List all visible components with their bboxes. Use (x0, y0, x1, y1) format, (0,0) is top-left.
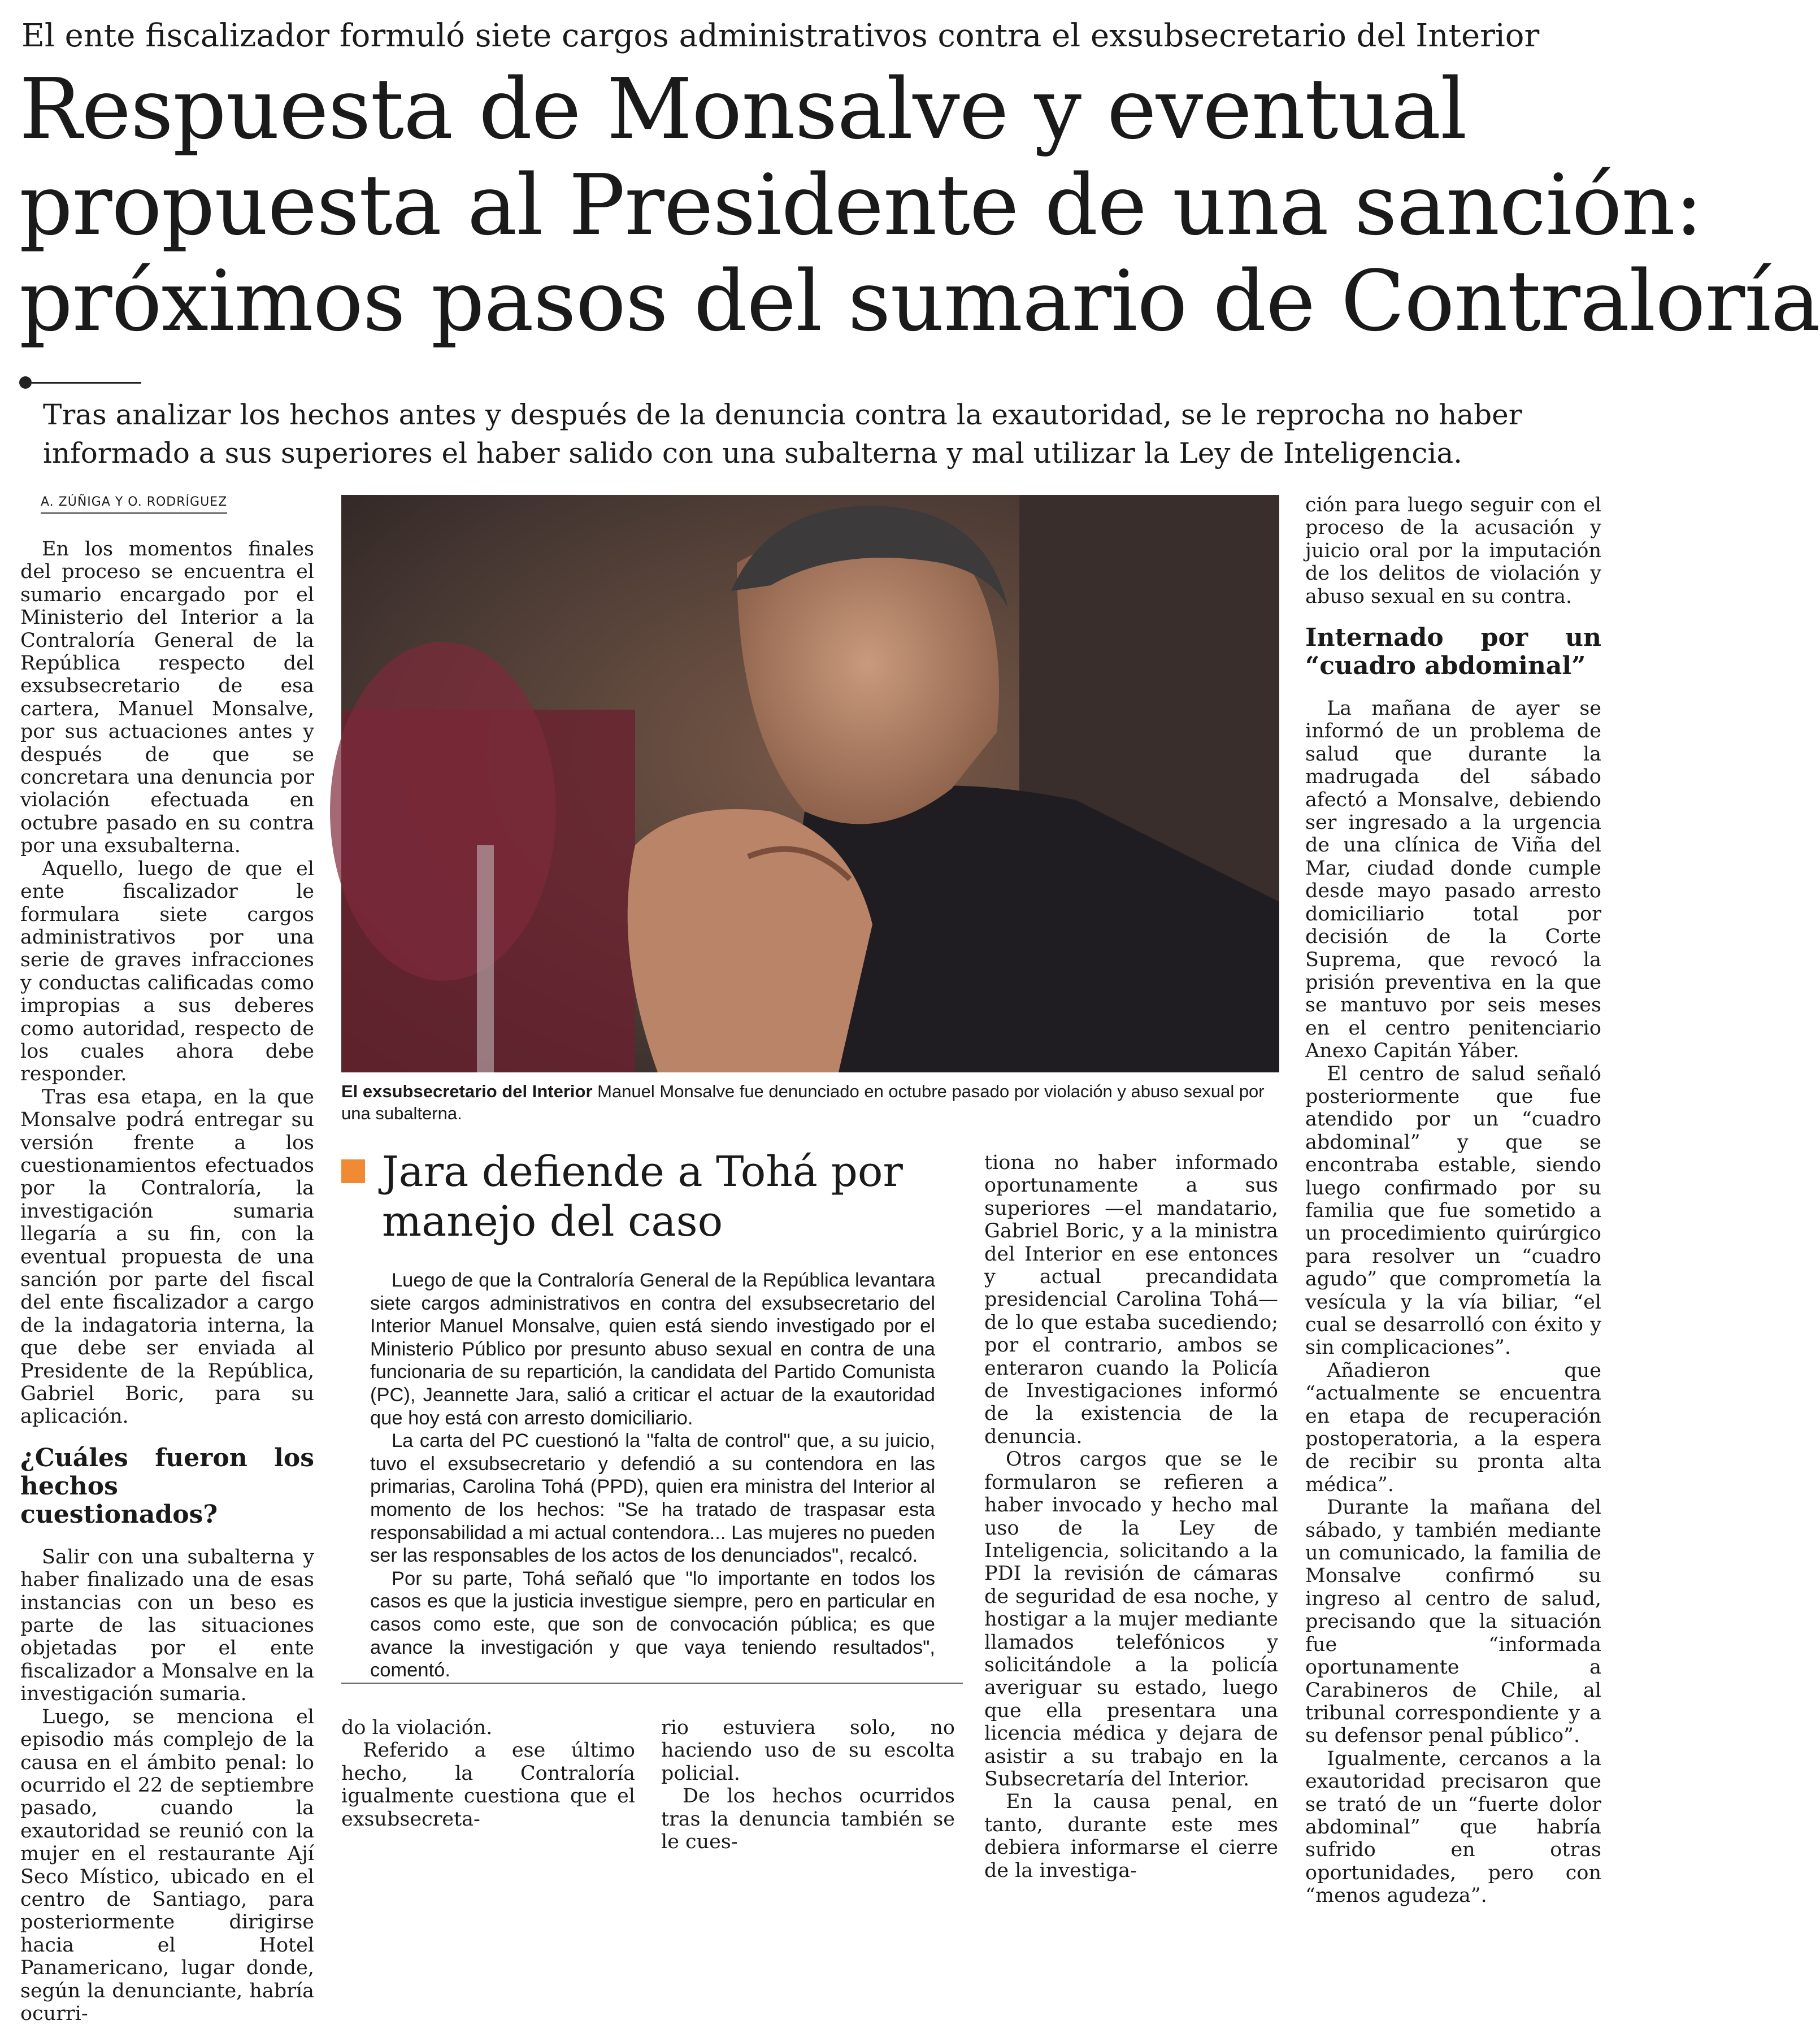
divider (341, 1683, 963, 1684)
paragraph: Referido a ese último hecho, la Contraloría igualmente cuestiona que el exsubsecreta- (341, 1739, 635, 1831)
sidebar-body (370, 1269, 935, 1682)
rule-line (32, 382, 141, 384)
sidebar-title: Jara defiende a Tohá por manejo del caso (382, 1148, 903, 1246)
paragraph: Salir con una subalterna y haber finalizado una de esas instancias con un beso es parte de las situaciones objetadas por el ente fiscalizador a Monsalve en la investigación sumaria. (20, 1545, 314, 1706)
headline-line-1: Respuesta de Monsalve y eventual (19, 60, 1467, 158)
paragraph: Durante la mañana del sábado, y también mediante un comunicado, la familia de Monsalve confirmó su ingreso al centro de salud, precisando que la situación fue “informada oportunamente a Carabineros de Chile, al tribunal correspondiente y a su defensor penal público”. (1305, 1496, 1601, 1748)
paragraph: do la violación. (341, 1717, 493, 1739)
kicker: El ente fiscalizador formuló siete cargos administrativos contra el exsubsecretario del Interior (21, 18, 1540, 54)
subhead: Internado por un “cuadro abdominal” (1305, 623, 1601, 681)
paragraph: Aquello, luego de que el ente fiscalizador le formulara siete cargos administrativos por una serie de graves infracciones y conductas calificadas como impropias a sus deberes como autoridad, respecto de los cuales ahora debe responder. (20, 857, 314, 1086)
paragraph: El centro de salud señaló posteriormente que fue atendido por un “cuadro abdominal” y que se encontraba estable, siendo luego confirmado por su familia que fue sometido a un procedimiento quirúrgico para resolver un “cuadro agudo” que comprometía la vesícula y la vía biliar, “el cual se desarrolló con éxito y sin complicaciones”. (1305, 1062, 1601, 1359)
orange-square-icon (341, 1159, 365, 1183)
paragraph: La mañana de ayer se informó de un problema de salud que durante la madrugada del sábado afectó a Monsalve, debiendo ser ingresado a la urgencia de una clínica de Viña del Mar, ciudad donde cumple desde mayo pasado arresto domiciliario total por decisión de la Corte Suprema, que revocó la prisión preventiva en la que se mantuvo por seis meses en el centro penitenciario Anexo Capitán Yáber. (1305, 697, 1601, 1063)
photo (341, 495, 1279, 1072)
paragraph: Luego de que la Contraloría General de la República levantara siete cargos administrativos en contra del exsubsecretario del Interior Manuel Monsalve, quien está siendo investigado por el Ministerio Público por presunto abuso sexual en contra de una funcionaria de su repartición, la candidata del Partido Comunista (PC), Jeannette Jara, salió a criticar el actuar de la exautoridad que hoy está con arresto domiciliario. (370, 1270, 935, 1429)
paragraph: ción para luego seguir con el proceso de la acusación y juicio oral por la imputación de los delitos de violación y abuso sexual en su contra. (1305, 494, 1601, 608)
photo-illustration (341, 495, 1279, 1072)
column-3-bottom (661, 1717, 955, 1853)
rule-dot (19, 376, 32, 389)
headline (19, 60, 1820, 350)
paragraph: Igualmente, cercanos a la exautoridad precisaron que se trató de un “fuerte dolor abdominal” que habría sufrido en otras oportunidades, pero con “menos agudeza”. (1305, 1747, 1601, 1907)
paragraph: Tras esa etapa, en la que Monsalve podrá entregar su versión frente a los cuestionamientos efectuados por la Contraloría, la investigación sumaria llegaría a su fin, con la eventual propuesta de una sanción por parte del fiscal del ente fiscalizador a cargo de la indagatoria interna, la que debe ser enviada al Presidente de la República, Gabriel Boric, para su aplicación. (20, 1085, 314, 1428)
caption-lead: El exsubsecretario del Interior (341, 1081, 593, 1101)
paragraph: Por su parte, Tohá señaló que "lo importante en todos los casos es que la justicia investigue siempre, pero en particular en casos como este, que son de convocación pública; es que avance la investigación y que vaya teniendo resultados", comentó. (370, 1567, 935, 1681)
column-5 (1305, 494, 1601, 1907)
byline: A. ZÚÑIGA Y O. RODRÍGUEZ (41, 495, 227, 514)
paragraph: Otros cargos que se le formularon se refieren a haber invocado y hecho mal uso de la Ley de Inteligencia, solicitando a la PDI la revisión de cámaras de seguridad de esa noche, y hostigar a la mujer mediante llamados telefónicos y solicitándole a la policía averiguar su estado, luego que ella presentara una licencia médica y dejara de asistir a su trabajo en la Subsecretaría del Interior. (984, 1448, 1278, 1791)
deck-line-2: informado a sus superiores el haber salido con una subalterna y mal utilizar la Ley de Inteligencia. (43, 437, 1463, 470)
paragraph: tiona no haber informado oportunamente a sus superiores —el mandatario, Gabriel Boric, y a la ministra del Interior en ese entonces y actual precandidata presidencial Carolina Tohá— de lo que estaba sucediendo; por el contrario, ambos se enteraron cuando la Policía de Investigaciones informó de la existencia de la denuncia. (984, 1151, 1278, 1448)
headline-line-2: propuesta al Presidente de una sanción: (19, 157, 1702, 254)
paragraph: Añadieron que “actualmente se encuentra en etapa de recuperación postoperatoria, a la espera de recibir su pronta alta médica”. (1305, 1359, 1601, 1496)
column-4 (984, 1151, 1278, 1882)
column-2-bottom (341, 1717, 635, 1831)
photo-caption (341, 1080, 1279, 1124)
deck-line-1: Tras analizar los hechos antes y después de la denuncia contra la exautoridad, se le reprocha no haber (43, 398, 1522, 431)
paragraph: rio estuviera solo, no haciendo uso de su escolta policial. (661, 1717, 955, 1785)
headline-line-3: próximos pasos del sumario de Contraloría (19, 253, 1820, 350)
subhead: ¿Cuáles fueron los hechos cuestionados? (20, 1443, 314, 1529)
deck (43, 396, 1614, 472)
paragraph: De los hechos ocurridos tras la denuncia también se le cues- (661, 1785, 955, 1854)
caption-text: Manuel Monsalve fue denunciado en octubre pasado por violación y abuso sexual por una subalterna. (341, 1081, 1265, 1123)
column-1 (20, 538, 314, 2025)
paragraph: En la causa penal, en tanto, durante este mes debiera informarse el cierre de la investiga- (984, 1791, 1278, 1882)
paragraph: La carta del PC cuestionó la "falta de control" que, a su juicio, tuvo el exsubsecretario y defendió a su contendora en las primarias, Carolina Tohá (PPD), quien era ministra del Interior al momento de los hechos: "Se ha tratado de traspasar esta responsabilidad a mi actual contendora... Las mujeres no pueden ser las responsables de los actos de los denunciados", recalcó. (370, 1430, 935, 1567)
paragraph: En los momentos finales del proceso se encuentra el sumario encargado por el Ministerio del Interior a la Contraloría General de la República respecto del exsubsecretario de esa cartera, Manuel Monsalve, por sus actuaciones antes y después de que se concretara una denuncia por violación efectuada en octubre pasado en su contra por una exsubalterna. (20, 538, 314, 858)
paragraph: Luego, se menciona el episodio más complejo de la causa en el ámbito penal: lo ocurrido el 22 de septiembre pasado, cuando la exautoridad se reunió con la mujer en el restaurante Ají Seco Místico, ubicado en el centro de Santiago, para posteriormente dirigirse hacia el Hotel Panamericano, lugar donde, según la denunciante, habría ocurri- (20, 1705, 314, 2025)
